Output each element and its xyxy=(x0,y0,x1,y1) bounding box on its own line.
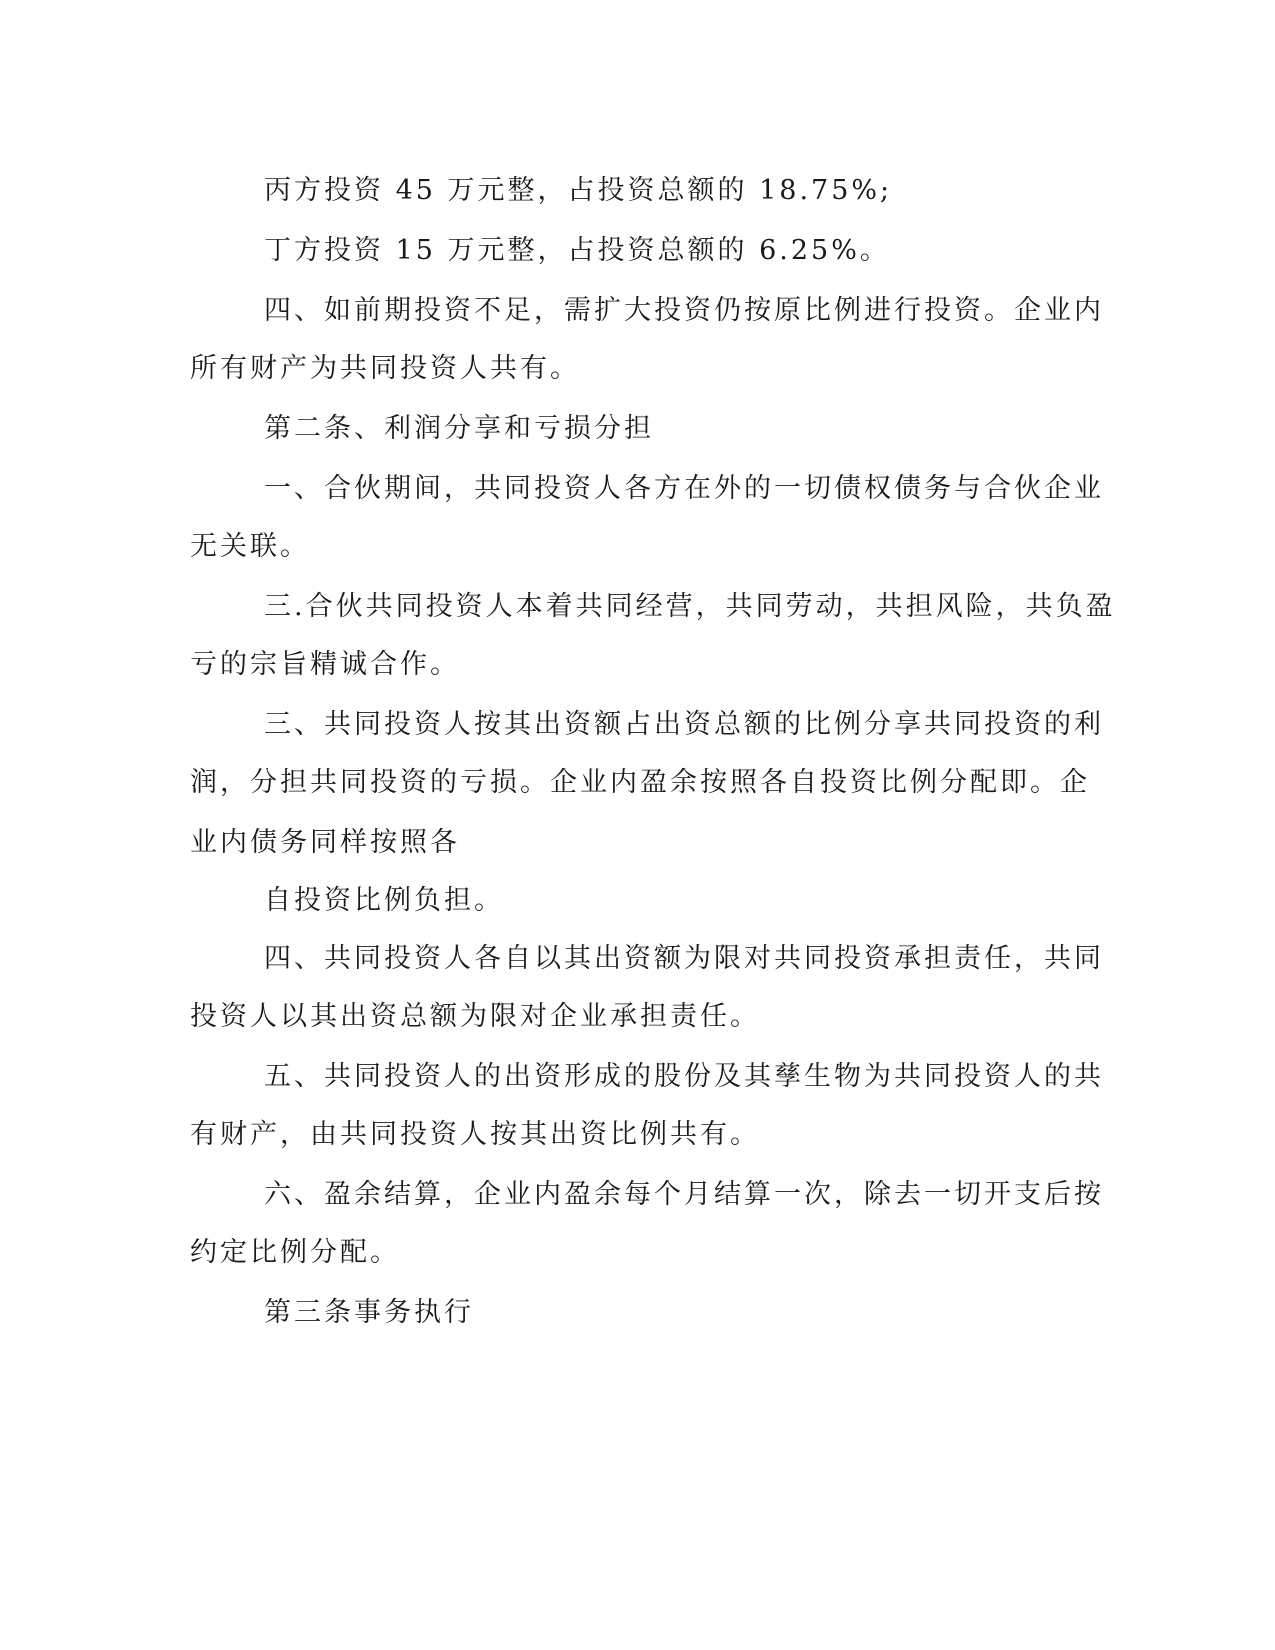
text-line-article-2-item-3-start: 三、共同投资人按其出资额占出资总额的比例分享共同投资的利 xyxy=(264,709,1104,740)
text-line-article-2-item-4-start: 四、共同投资人各自以其出资额为限对共同投资承担责任，共同 xyxy=(264,943,1104,974)
text-line-article-2-item-3-mid: 润，分担共同投资的亏损。企业内盈余按照各自投资比例分配即。企 xyxy=(190,767,1090,798)
text-line-article-2-item-6-end: 约定比例分配。 xyxy=(190,1237,400,1268)
text-line-article-2-item-5-start: 五、共同投资人的出资形成的股份及其孳生物为共同投资人的共 xyxy=(264,1061,1104,1092)
text-line-article-2-item-6-start: 六、盈余结算，企业内盈余每个月结算一次，除去一切开支后按 xyxy=(264,1179,1104,1210)
text-line-investment-d: 丁方投资 15 万元整，占投资总额的 6.25%。 xyxy=(264,235,890,266)
text-line-article-2-item-1-end: 无关联。 xyxy=(190,531,310,562)
text-line-clause-4-start: 四、如前期投资不足，需扩大投资仍按原比例进行投资。企业内 xyxy=(264,295,1104,326)
text-line-article-2-item-2-end: 亏的宗旨精诚合作。 xyxy=(190,649,460,680)
text-line-article-2-item-4-end: 投资人以其出资总额为限对企业承担责任。 xyxy=(190,1001,760,1032)
text-line-article-2-item-1-start: 一、合伙期间，共同投资人各方在外的一切债权债务与合伙企业 xyxy=(264,473,1104,504)
section-heading-article-2: 第二条、利润分享和亏损分担 xyxy=(264,413,654,444)
text-line-investment-c: 丙方投资 45 万元整，占投资总额的 18.75%; xyxy=(264,175,893,206)
section-heading-article-3: 第三条事务执行 xyxy=(264,1297,474,1328)
text-line-clause-4-end: 所有财产为共同投资人共有。 xyxy=(190,353,580,384)
text-line-article-2-item-2-start: 三.合伙共同投资人本着共同经营，共同劳动，共担风险，共负盈 xyxy=(264,591,1116,622)
text-line-article-2-item-3-end: 自投资比例负担。 xyxy=(264,885,504,916)
text-line-article-2-item-5-end: 有财产，由共同投资人按其出资比例共有。 xyxy=(190,1119,760,1150)
text-line-article-2-item-3-cont: 业内债务同样按照各 xyxy=(190,827,460,858)
